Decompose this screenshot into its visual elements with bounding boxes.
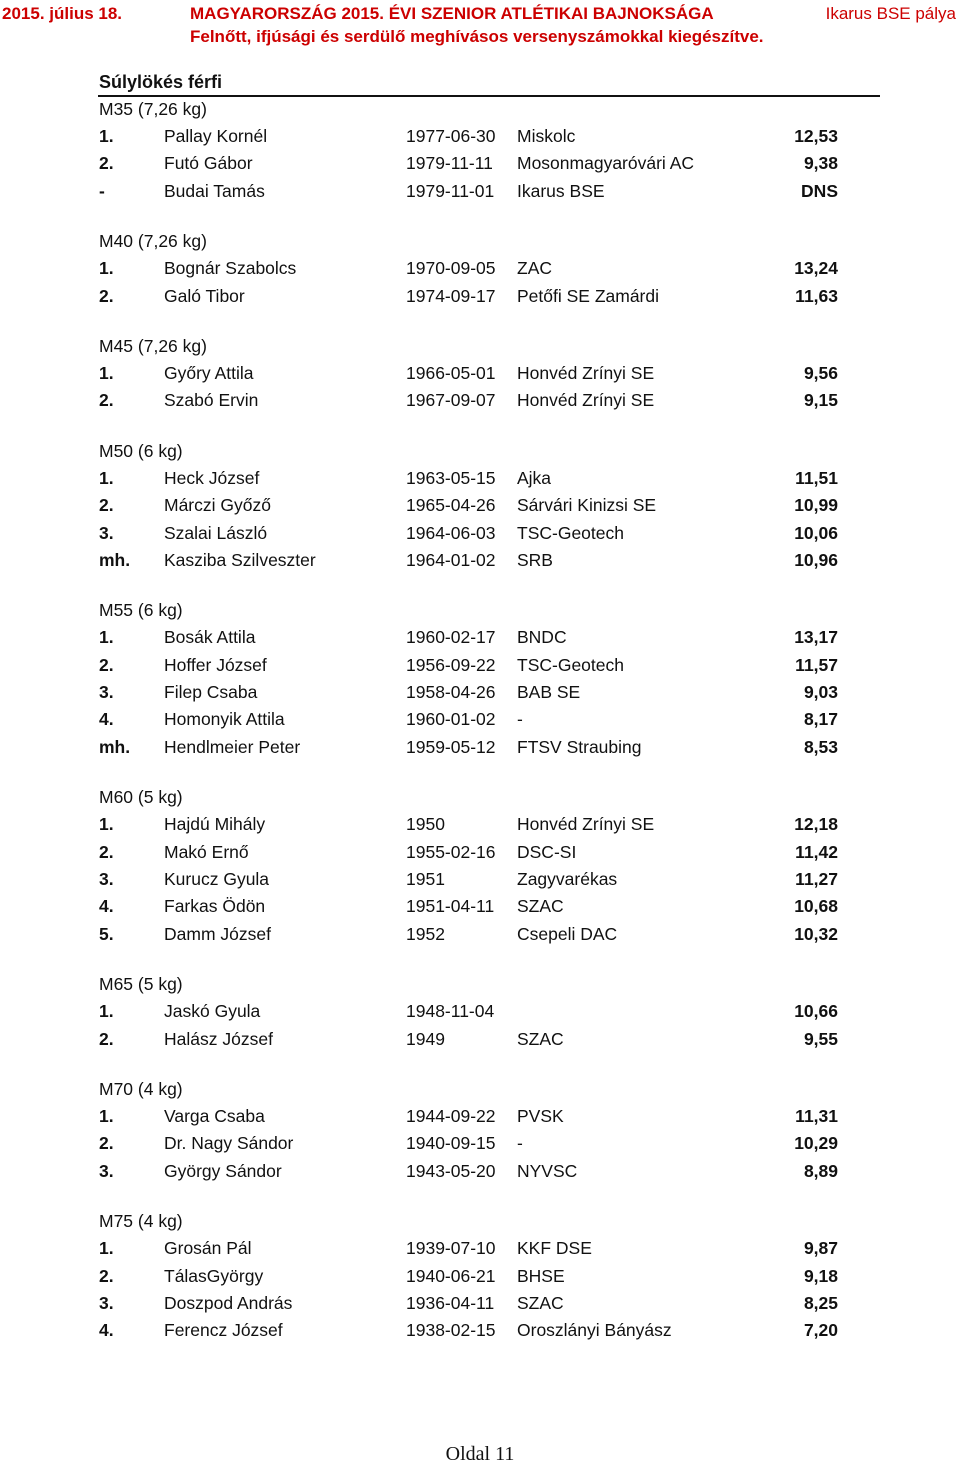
result-row <box>0 1130 960 1157</box>
age-group <box>0 96 960 205</box>
result: 8,25 <box>803 1292 838 1313</box>
event-title: Súlylökés férfi <box>99 72 223 92</box>
place: 2. <box>99 390 114 411</box>
place: 3. <box>99 1160 114 1181</box>
club: Zagyvarékas <box>517 869 618 890</box>
place: 2. <box>99 654 114 675</box>
athlete-name: Varga Csaba <box>164 1105 265 1126</box>
age-group-title: M65 (5 kg) <box>99 974 183 995</box>
result-row <box>0 283 960 310</box>
birth-date: 1940-09-15 <box>406 1133 496 1154</box>
athlete-name: Farkas Ödön <box>164 896 266 917</box>
result: 11,27 <box>795 869 838 890</box>
age-group <box>0 333 960 415</box>
athlete-name: Hoffer József <box>164 654 267 675</box>
age-group-title: M75 (4 kg) <box>99 1211 183 1232</box>
birth-date: 1970-09-05 <box>406 258 496 279</box>
result-row <box>0 520 960 547</box>
club: KKF DSE <box>517 1238 592 1259</box>
birth-date: 1938-02-15 <box>406 1320 496 1341</box>
result-row <box>0 1317 960 1344</box>
result-row <box>0 1026 960 1053</box>
birth-date: 1950 <box>406 814 445 835</box>
result-row <box>0 998 960 1025</box>
athlete-name: Filep Csaba <box>164 682 258 703</box>
club: BHSE <box>517 1265 565 1286</box>
result: 9,55 <box>803 1028 838 1049</box>
age-group-title: M40 (7,26 kg) <box>99 231 207 252</box>
birth-date: 1948-11-04 <box>406 1001 495 1022</box>
birth-date: 1960-01-02 <box>406 709 496 730</box>
birth-date: 1964-01-02 <box>406 549 496 570</box>
club: BAB SE <box>517 682 581 703</box>
birth-date: 1967-09-07 <box>406 390 496 411</box>
result: 9,03 <box>803 682 838 703</box>
result: 11,51 <box>795 467 838 488</box>
athlete-name: Doszpod András <box>164 1292 293 1313</box>
birth-date: 1949 <box>406 1028 445 1049</box>
club: Honvéd Zrínyi SE <box>517 362 655 383</box>
club: FTSV Straubing <box>517 736 642 757</box>
results-groups <box>0 96 960 1368</box>
result: 10,99 <box>794 495 838 516</box>
result: DNS <box>801 180 838 201</box>
athlete-name: Bosák Attila <box>164 627 256 648</box>
club: - <box>517 709 523 730</box>
birth-date: 1955-02-16 <box>406 841 496 862</box>
club: Sárvári Kinizsi SE <box>517 495 657 516</box>
place: 2. <box>99 285 114 306</box>
result: 10,96 <box>794 549 838 570</box>
birth-date: 1960-02-17 <box>406 627 496 648</box>
place: 3. <box>99 682 114 703</box>
place: 1. <box>99 1001 114 1022</box>
club: NYVSC <box>517 1160 578 1181</box>
result: 13,17 <box>794 627 838 648</box>
club: Honvéd Zrínyi SE <box>517 390 655 411</box>
age-group <box>0 1076 960 1185</box>
header-date: 2015. július 18. <box>2 4 123 23</box>
result: 9,38 <box>803 153 838 174</box>
result: 9,15 <box>803 390 838 411</box>
place: 2. <box>99 1265 114 1286</box>
result-row <box>0 866 960 893</box>
result-row <box>0 921 960 948</box>
club: Mosonmagyaróvári AC <box>517 153 695 174</box>
place: 2. <box>99 495 114 516</box>
result-row <box>0 1103 960 1130</box>
club: Ajka <box>517 467 552 488</box>
result: 13,24 <box>794 258 838 279</box>
club: Miskolc <box>517 126 576 146</box>
result-row <box>0 387 960 414</box>
result-row <box>0 178 960 205</box>
result: 11,31 <box>795 1105 838 1126</box>
result: 8,17 <box>803 709 838 730</box>
club: Csepeli DAC <box>517 923 618 944</box>
page-number: Oldal 11 <box>445 1443 515 1465</box>
age-group <box>0 597 960 761</box>
result: 10,29 <box>794 1133 838 1154</box>
result-row <box>0 492 960 519</box>
club: PVSK <box>517 1105 564 1126</box>
place: mh. <box>99 736 131 757</box>
athlete-name: Heck József <box>164 467 260 488</box>
club: Petőfi SE Zamárdi <box>517 285 659 306</box>
result-row <box>0 123 960 150</box>
birth-date: 1951-04-11 <box>406 896 495 917</box>
result: 10,68 <box>794 896 838 917</box>
result: 8,53 <box>803 736 838 757</box>
birth-date: 1940-06-21 <box>406 1265 496 1286</box>
place: 1. <box>99 467 114 488</box>
result-row <box>0 811 960 838</box>
age-group <box>0 438 960 575</box>
birth-date: 1963-05-15 <box>406 467 496 488</box>
result: 10,06 <box>794 522 838 543</box>
result-row <box>0 255 960 282</box>
place: 4. <box>99 1320 114 1341</box>
result: 11,57 <box>795 654 838 675</box>
result: 10,32 <box>794 923 838 944</box>
place: - <box>99 180 105 201</box>
birth-date: 1956-09-22 <box>406 654 496 675</box>
place: 1. <box>99 814 114 835</box>
club: - <box>517 1133 523 1154</box>
result-row <box>0 624 960 651</box>
birth-date: 1959-05-12 <box>406 736 496 757</box>
place: 1. <box>99 1238 114 1259</box>
result-row <box>0 1290 960 1317</box>
header-venue: Ikarus BSE pálya <box>825 4 956 23</box>
birth-date: 1952 <box>406 923 445 944</box>
place: 3. <box>99 522 114 543</box>
result-row <box>0 706 960 733</box>
club: TSC-Geotech <box>517 654 624 675</box>
club: DSC-SI <box>517 841 577 862</box>
result: 10,66 <box>794 1001 838 1022</box>
athlete-name: Makó Ernő <box>164 841 249 862</box>
place: 3. <box>99 1292 114 1313</box>
place: 1. <box>99 627 114 648</box>
birth-date: 1964-06-03 <box>406 522 496 543</box>
result-row <box>0 360 960 387</box>
place: 4. <box>99 709 114 730</box>
club: SRB <box>517 549 553 570</box>
result-row <box>0 150 960 177</box>
place: mh. <box>99 549 131 570</box>
result-row <box>0 1158 960 1185</box>
result-row <box>0 1263 960 1290</box>
place: 1. <box>99 362 114 383</box>
result-row <box>0 734 960 761</box>
athlete-name: Márczi Győző <box>164 495 271 516</box>
athlete-name: György Sándor <box>164 1160 282 1181</box>
birth-date: 1944-09-22 <box>406 1105 496 1126</box>
result: 12,53 <box>794 126 838 146</box>
athlete-name: Győry Attila <box>164 362 254 383</box>
birth-date: 1979-11-11 <box>406 153 493 174</box>
club: Honvéd Zrínyi SE <box>517 814 655 835</box>
age-group-title: M60 (5 kg) <box>99 787 183 808</box>
result: 11,42 <box>795 841 838 862</box>
age-group <box>0 228 960 310</box>
age-group-title: M35 (7,26 kg) <box>99 99 207 119</box>
place: 1. <box>99 258 114 279</box>
birth-date: 1966-05-01 <box>406 362 496 383</box>
athlete-name: Homonyik Attila <box>164 709 285 730</box>
club: TSC-Geotech <box>517 522 624 543</box>
athlete-name: Ferencz József <box>164 1320 283 1341</box>
age-group <box>0 1208 960 1345</box>
place: 1. <box>99 1105 114 1126</box>
club: SZAC <box>517 1292 564 1313</box>
result-row <box>0 652 960 679</box>
result: 9,87 <box>803 1238 838 1259</box>
athlete-name: Kasziba Szilveszter <box>164 549 316 570</box>
age-group-title: M55 (6 kg) <box>99 600 183 621</box>
age-group-title: M45 (7,26 kg) <box>99 335 207 356</box>
birth-date: 1943-05-20 <box>406 1160 496 1181</box>
club: Oroszlányi Bányász <box>517 1320 672 1341</box>
result-row <box>0 839 960 866</box>
athlete-name: Damm József <box>164 923 271 944</box>
athlete-name: Halász József <box>164 1028 273 1049</box>
athlete-name: Grosán Pál <box>164 1238 252 1259</box>
result-row <box>0 547 960 574</box>
athlete-name: Jaskó Gyula <box>164 1001 261 1022</box>
result: 8,89 <box>803 1160 838 1181</box>
age-group-title: M50 (6 kg) <box>99 440 183 461</box>
result: 9,56 <box>803 362 838 383</box>
athlete-name: Szalai László <box>164 522 268 543</box>
result-row <box>0 1235 960 1262</box>
place: 1. <box>99 126 114 146</box>
place: 2. <box>99 153 114 174</box>
place: 4. <box>99 896 114 917</box>
result: 9,18 <box>803 1265 838 1286</box>
athlete-name: Futó Gábor <box>164 153 253 174</box>
result: 7,20 <box>803 1320 838 1341</box>
header-subtitle: Felnőtt, ifjúsági és serdülő meghívásos versenyszámokkal kiegészítve. <box>190 27 764 46</box>
place: 2. <box>99 1028 114 1049</box>
club: SZAC <box>517 896 564 917</box>
birth-date: 1974-09-17 <box>406 285 496 306</box>
athlete-name: Hendlmeier Peter <box>164 736 301 757</box>
birth-date: 1958-04-26 <box>406 682 496 703</box>
place: 5. <box>99 923 114 944</box>
birth-date: 1939-07-10 <box>406 1238 496 1259</box>
athlete-name: Budai Tamás <box>164 180 265 201</box>
athlete-name: TálasGyörgy <box>164 1265 264 1286</box>
athlete-name: Bognár Szabolcs <box>164 258 297 279</box>
result-row <box>0 679 960 706</box>
athlete-name: Kurucz Gyula <box>164 869 270 890</box>
birth-date: 1936-04-11 <box>406 1292 495 1313</box>
result-row <box>0 893 960 920</box>
birth-date: 1979-11-01 <box>406 180 495 201</box>
result: 12,18 <box>794 814 838 835</box>
place: 2. <box>99 841 114 862</box>
header-title: MAGYARORSZÁG 2015. ÉVI SZENIOR ATLÉTIKAI BAJNOKSÁGA <box>190 4 714 23</box>
athlete-name: Szabó Ervin <box>164 390 259 411</box>
age-group <box>0 784 960 948</box>
athlete-name: Hajdú Mihály <box>164 814 266 835</box>
athlete-name: Galó Tibor <box>164 285 245 306</box>
birth-date: 1951 <box>406 869 445 890</box>
athlete-name: Dr. Nagy Sándor <box>164 1133 294 1154</box>
athlete-name: Pallay Kornél <box>164 126 268 146</box>
club: BNDC <box>517 627 567 648</box>
birth-date: 1965-04-26 <box>406 495 496 516</box>
place: 3. <box>99 869 114 890</box>
page-header <box>0 2 960 46</box>
result: 11,63 <box>795 285 838 306</box>
age-group-title: M70 (4 kg) <box>99 1078 183 1099</box>
place: 2. <box>99 1133 114 1154</box>
club: ZAC <box>517 258 552 279</box>
club: SZAC <box>517 1028 564 1049</box>
club: Ikarus BSE <box>517 180 605 201</box>
age-group <box>0 971 960 1053</box>
birth-date: 1977-06-30 <box>406 126 496 146</box>
result-row <box>0 465 960 492</box>
